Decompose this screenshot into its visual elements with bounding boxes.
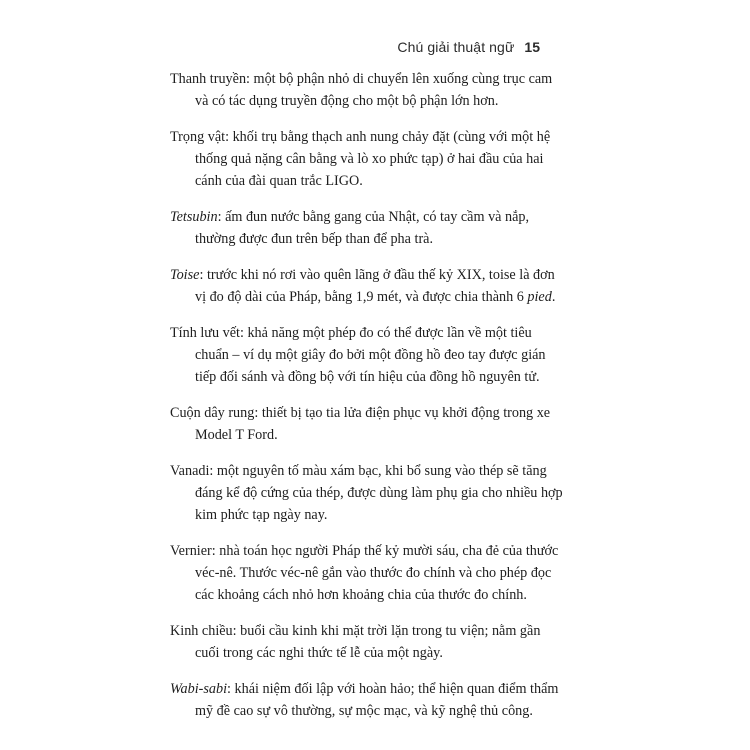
glossary-entry: Toise: trước khi nó rơi vào quên lãng ở đầu thế kỷ XIX, toise là đơn vị đo độ dài của Pháp, bằng 1,9 mét, và được chia thành 6 pied.: [170, 267, 556, 305]
glossary-definition: khái niệm đối lập với hoàn hảo; thể hiện quan điểm thẩm mỹ đề cao sự vô thường, sự mộc mạc, và kỹ nghệ thủ công.: [195, 681, 559, 719]
glossary-term: Kinh chiều: [170, 623, 233, 639]
glossary-definition: [195, 267, 555, 305]
glossary-definition: nhà toán học người Pháp thế kỷ mười sáu, cha đẻ của thước véc-nê. Thước véc-nê gắn vào thước đo chính và cho phép đọc các khoảng cách nhỏ hơn khoảng chia của thước đo chính.: [195, 543, 559, 603]
glossary-list: [170, 68, 565, 736]
glossary-entry: Kinh chiều: buổi cầu kinh khi mặt trời lặn trong tu viện; nằm gần cuối trong các nghi thức tế lễ của một ngày.: [170, 623, 541, 661]
glossary-term: Cuộn dây rung: [170, 405, 255, 421]
definition-text-end: .: [551, 289, 556, 305]
page-number: 15: [524, 39, 540, 55]
glossary-definition: thiết bị tạo tia lửa điện phục vụ khởi động trong xe Model T Ford.: [195, 405, 551, 443]
glossary-definition: buổi cầu kinh khi mặt trời lặn trong tu viện; nằm gần cuối trong các nghi thức tế lễ của một ngày.: [195, 623, 541, 661]
glossary-entry: Vanadi: một nguyên tố màu xám bạc, khi bổ sung vào thép sẽ tăng đáng kể độ cứng của thép, được dùng làm phụ gia cho nhiều hợp kim phức tạp ngày nay.: [170, 463, 563, 523]
glossary-definition: ấm đun nước bằng gang của Nhật, có tay cầm và nắp, thường được đun trên bếp than để pha trà.: [195, 209, 530, 247]
glossary-definition: khả năng một phép đo có thể được lần về một tiêu chuẩn – ví dụ một giây đo bởi một đồng hồ đeo tay được gián tiếp đối sánh và đồng bộ với tín hiệu của đồng hồ nguyên tử.: [195, 325, 546, 385]
glossary-definition: một nguyên tố màu xám bạc, khi bổ sung vào thép sẽ tăng đáng kể độ cứng của thép, được dùng làm phụ gia cho nhiều hợp kim phức tạp ngày nay.: [195, 463, 563, 523]
glossary-term: Thanh truyền: [170, 71, 247, 87]
glossary-term: Vanadi: [170, 463, 210, 479]
glossary-entry: Cuộn dây rung: thiết bị tạo tia lửa điện phục vụ khởi động trong xe Model T Ford.: [170, 405, 551, 443]
glossary-definition: một bộ phận nhỏ di chuyển lên xuống cùng trục cam và có tác dụng truyền động cho một bộ phận lớn hơn.: [195, 71, 553, 109]
chapter-title: Chú giải thuật ngữ: [397, 39, 515, 55]
glossary-entry: Trọng vật: khối trụ bằng thạch anh nung chảy đặt (cùng với một hệ thống quả nặng cân bằng và lò xo phức tạp) ở hai đầu của hai cánh của đài quan trắc LIGO.: [170, 129, 551, 189]
glossary-entry: Thanh truyền: một bộ phận nhỏ di chuyển lên xuống cùng trục cam và có tác dụng truyền động cho một bộ phận lớn hơn.: [170, 71, 553, 109]
glossary-term: Tính lưu vết: [170, 325, 240, 341]
glossary-definition: khối trụ bằng thạch anh nung chảy đặt (cùng với một hệ thống quả nặng cân bằng và lò xo phức tạp) ở hai đầu của hai cánh của đài quan trắc LIGO.: [195, 129, 551, 189]
glossary-entry: Tính lưu vết: khả năng một phép đo có thể được lần về một tiêu chuẩn – ví dụ một giây đo bởi một đồng hồ đeo tay được gián tiếp đối sánh và đồng bộ với tín hiệu của đồng hồ nguyên tử.: [170, 325, 546, 385]
glossary-term: Tetsubin: [170, 209, 218, 225]
glossary-term: Toise: [170, 267, 200, 283]
definition-italic-word: pied: [527, 289, 552, 305]
running-header: [397, 39, 540, 55]
glossary-entry: Vernier: nhà toán học người Pháp thế kỷ mười sáu, cha đẻ của thước véc-nê. Thước véc-nê gắn vào thước đo chính và cho phép đọc các khoảng cách nhỏ hơn khoảng chia của thước đo chính.: [170, 543, 559, 603]
definition-text: trước khi nó rơi vào quên lãng ở đầu thế kỷ XIX, toise là đơn vị đo độ dài của Pháp, bằng 1,9 mét, và được chia thành 6: [195, 267, 555, 305]
glossary-term: Wabi-sabi: [170, 681, 228, 697]
glossary-entry: Tetsubin: ấm đun nước bằng gang của Nhật, có tay cầm và nắp, thường được đun trên bếp than để pha trà.: [170, 209, 530, 247]
glossary-term: Trọng vật: [170, 129, 226, 145]
glossary-entry: Wabi-sabi: khái niệm đối lập với hoàn hảo; thể hiện quan điểm thẩm mỹ đề cao sự vô thường, sự mộc mạc, và kỹ nghệ thủ công.: [170, 681, 559, 719]
glossary-term: Vernier: [170, 543, 212, 559]
